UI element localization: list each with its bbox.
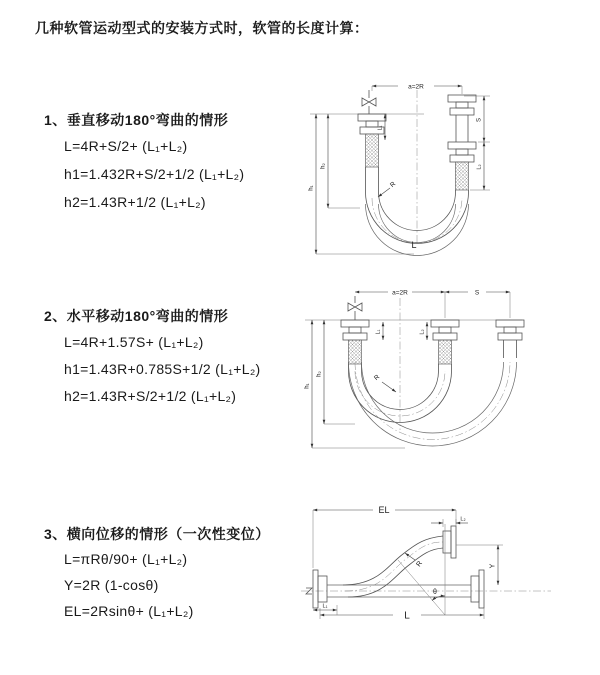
- section1-formula-h1: h1=1.432R+S/2+1/2 (L₁+L₂): [64, 166, 245, 182]
- dim-label-s: S: [474, 289, 480, 297]
- dim-label-theta: θ: [433, 589, 437, 596]
- dim-label-l2: L₂: [460, 516, 466, 523]
- lateral-displacement-diagram: [293, 498, 600, 646]
- dim-label-l: L: [404, 610, 410, 622]
- middle-hose-fitting: [431, 320, 459, 364]
- radius-leader: [405, 553, 415, 560]
- section2-heading: 2、水平移动180°弯曲的情形: [44, 308, 229, 324]
- dim-label-l: L: [411, 240, 417, 250]
- dim-label-r: R: [388, 180, 398, 190]
- section2-formula-h1: h1=1.43R+0.785S+1/2 (L₁+L₂): [64, 361, 261, 377]
- section2-formula-h2: h2=1.43R+S/2+1/2 (L₁+L₂): [64, 388, 237, 404]
- dim-l-ext: [320, 608, 484, 619]
- dim-label-l1: L₁: [375, 329, 382, 335]
- valve-icon: [348, 296, 362, 320]
- radius-leader: [382, 382, 396, 392]
- dim-label-h2: h₂: [320, 163, 327, 169]
- dim-label-r: R: [372, 373, 382, 383]
- section1-formula-L: L=4R+S/2+ (L₁+L₂): [64, 138, 188, 154]
- right-hose-fitting: [496, 320, 524, 358]
- section1-formula-h2: h2=1.43R+1/2 (L₁+L₂): [64, 194, 206, 210]
- braid-section: [439, 340, 452, 364]
- hose-s-curve: [343, 536, 443, 597]
- section1-heading: 1、垂直移动180°弯曲的情形: [44, 112, 229, 128]
- section3-formula-Y: Y=2R (1-cosθ): [64, 577, 159, 593]
- section3-heading: 3、横向位移的情形（一次性变位）: [44, 526, 270, 542]
- right-lower-fitting: [448, 142, 476, 190]
- dim-label-y: Y: [489, 563, 497, 569]
- dim-label-h1: h₁: [304, 383, 311, 389]
- dim-label-a2r: a=2R: [392, 289, 408, 297]
- dim-label-l2: L₂: [476, 164, 483, 170]
- radius-construction-lines: [398, 524, 445, 615]
- dim-label-l1: L₁: [377, 125, 384, 131]
- section2-formula-L: L=4R+1.57S+ (L₁+L₂): [64, 334, 204, 350]
- left-flange: [313, 570, 327, 608]
- page-title: 几种软管运动型式的安装方式时，软管的长度计算：: [35, 20, 369, 36]
- dim-label-l2: L₂: [419, 329, 426, 335]
- left-hose-fitting: [358, 114, 386, 167]
- braid-section: [456, 162, 469, 190]
- dim-label-h2: h₂: [316, 371, 323, 377]
- left-hose-fitting: [341, 320, 369, 364]
- radius-leader: [378, 188, 390, 197]
- dim-el-ext: [313, 510, 456, 568]
- right-upper-fitting: [448, 95, 476, 142]
- dim-label-h1: h₁: [308, 185, 315, 191]
- section3-formula-L: L=πRθ/90+ (L₁+L₂): [64, 551, 188, 567]
- dim-label-a2r: a=2R: [408, 83, 424, 91]
- vertical-180-bend-diagram: [302, 70, 502, 262]
- right-flange: [471, 570, 484, 608]
- section3-formula-EL: EL=2Rsinθ+ (L₁+L₂): [64, 603, 194, 619]
- braid-section: [366, 134, 379, 167]
- valve-icon: [362, 90, 376, 114]
- braid-section: [349, 340, 362, 364]
- dim-label-l1: L₁: [322, 603, 328, 610]
- hose-u-bend: [349, 362, 517, 446]
- dim-label-r: R: [415, 560, 425, 569]
- dim-label-s: S: [476, 117, 483, 123]
- horizontal-180-bend-diagram: [300, 278, 600, 458]
- dim-label-el: EL: [378, 505, 390, 515]
